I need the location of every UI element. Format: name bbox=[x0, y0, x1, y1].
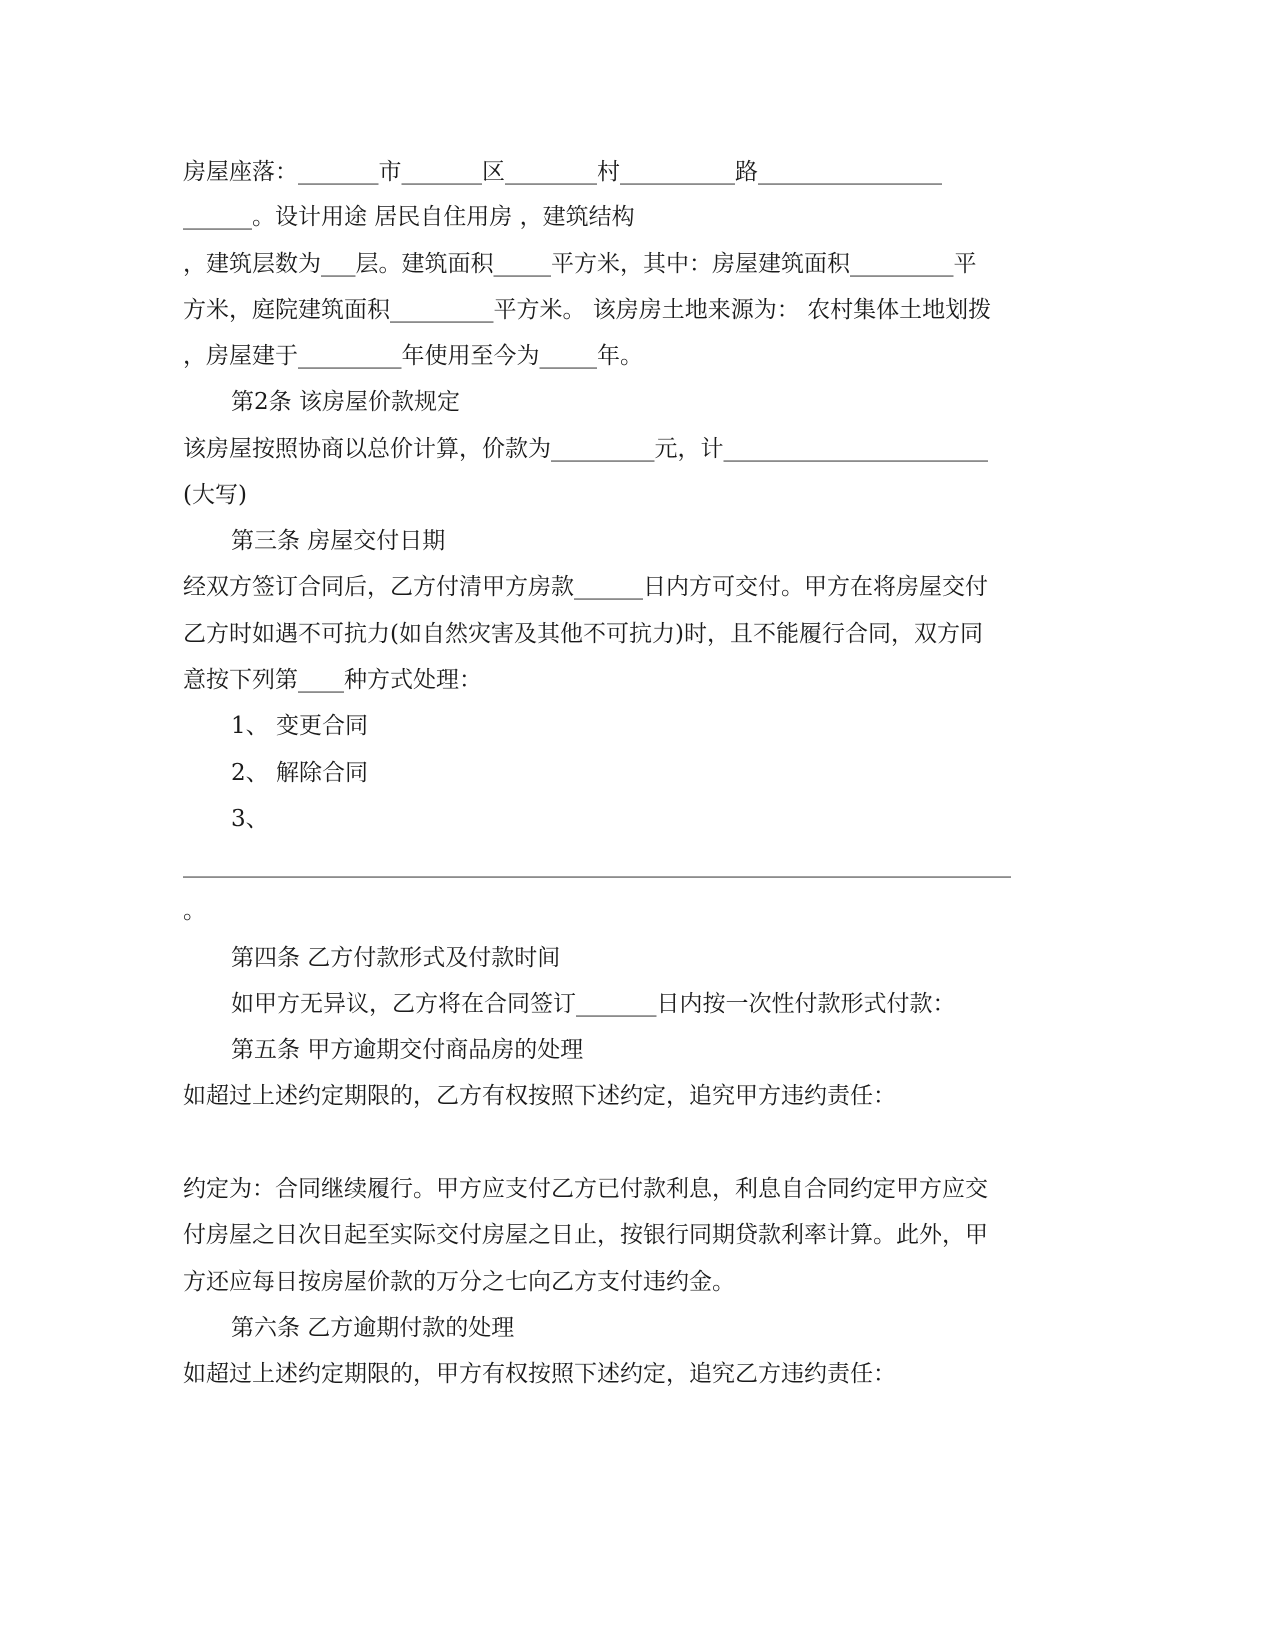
agreement-line-2: 付房屋之日次日起至实际交付房屋之日止，按银行同期贷款利率计算。此外，甲 bbox=[183, 1222, 988, 1248]
option-3-blank: ________________________________________________________________________ bbox=[183, 852, 1011, 878]
build-year-line: ，房屋建于_________年使用至今为_____年。 bbox=[183, 343, 643, 369]
article-6-heading: 第六条 乙方逾期付款的处理 bbox=[231, 1315, 515, 1341]
seller-breach-line: 如超过上述约定期限的，乙方有权按照下述约定，追究甲方违约责任： bbox=[183, 1083, 896, 1109]
price-line: 该房屋按照协商以总价计算，价款为_________元，计_______________________ bbox=[183, 436, 988, 462]
usage-line: ______。设计用途 居民自住用房 ，建筑结构 bbox=[183, 204, 635, 230]
courtyard-line: 方米，庭院建筑面积_________平方米。 该房房土地来源为： 农村集体土地划拨 bbox=[183, 297, 992, 323]
option-3-period: 。 bbox=[183, 898, 206, 924]
option-2: 2、 解除合同 bbox=[231, 760, 368, 786]
payment-line: 如甲方无异议，乙方将在合同签订_______日内按一次性付款形式付款： bbox=[231, 991, 956, 1017]
agreement-line-1: 约定为：合同继续履行。甲方应支付乙方已付款利息，利息自合同约定甲方应交 bbox=[183, 1176, 988, 1202]
agreement-line-3: 方还应每日按房屋价款的万分之七向乙方支付违约金。 bbox=[183, 1269, 735, 1295]
buyer-breach-line: 如超过上述约定期限的，甲方有权按照下述约定，追究乙方违约责任： bbox=[183, 1361, 896, 1387]
price-capital-note: (大写) bbox=[183, 482, 247, 508]
article-5-heading: 第五条 甲方逾期交付商品房的处理 bbox=[231, 1037, 584, 1063]
article-4-heading: 第四条 乙方付款形式及付款时间 bbox=[231, 945, 561, 971]
option-1: 1、 变更合同 bbox=[231, 713, 368, 739]
address-line: 房屋座落：_______市_______区________村__________路________________ bbox=[183, 159, 942, 185]
delivery-line-2: 乙方时如遇不可抗力(如自然灾害及其他不可抗力)时，且不能履行合同，双方同 bbox=[183, 621, 983, 647]
delivery-line-3: 意按下列第____种方式处理： bbox=[183, 667, 482, 693]
article-2-heading: 第2条 该房屋价款规定 bbox=[231, 389, 460, 415]
delivery-line-1: 经双方签订合同后，乙方付清甲方房款______日内方可交付。甲方在将房屋交付 bbox=[183, 574, 988, 600]
article-3-heading: 第三条 房屋交付日期 bbox=[231, 528, 446, 554]
floors-area-line: ，建筑层数为___层。建筑面积_____平方米，其中：房屋建筑面积_________平 bbox=[183, 251, 977, 277]
option-3: 3、 bbox=[231, 806, 269, 832]
